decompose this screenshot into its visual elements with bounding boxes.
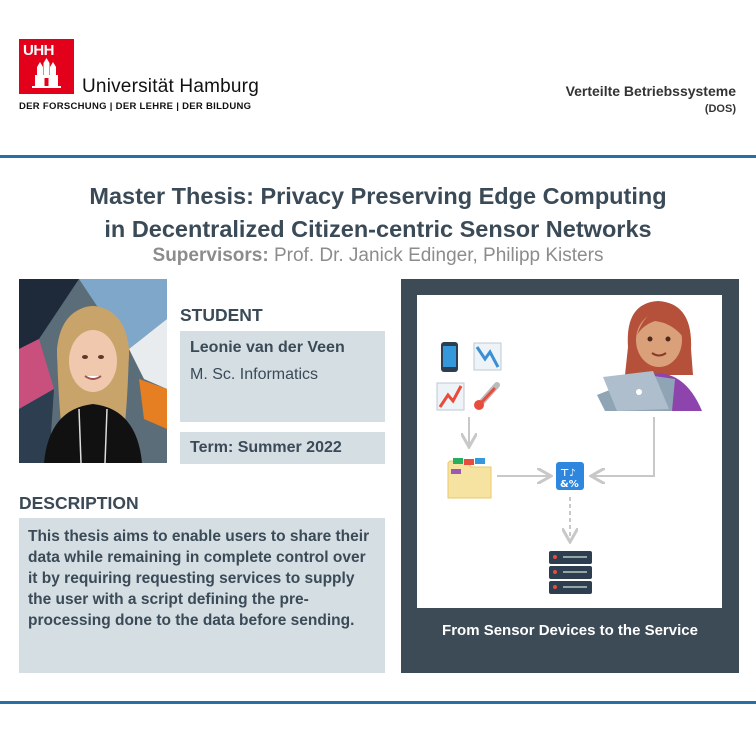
svg-text:&%: &% — [560, 479, 579, 490]
student-degree: M. Sc. Informatics — [190, 366, 319, 383]
term-label: Term: Summer 2022 — [190, 439, 342, 456]
student-heading: STUDENT — [180, 305, 263, 325]
mobile-phone-icon — [441, 342, 458, 372]
university-name: Universität Hamburg — [82, 76, 259, 97]
description-text: This thesis aims to enable users to share their data while remaining in complete control over it by requiring requesting services to supply the user with a script defining the pre-processing done to the data before sending. — [28, 528, 370, 629]
diagram-caption: From Sensor Devices to the Service — [442, 622, 698, 639]
svg-text:⊤♪: ⊤♪ — [560, 468, 576, 479]
chart-increasing-icon — [437, 383, 464, 410]
person-with-laptop-icon — [597, 301, 702, 411]
top-divider — [0, 155, 756, 158]
folder-icon — [448, 458, 491, 498]
supervisors-line — [0, 245, 756, 267]
thermometer-icon — [474, 385, 497, 410]
university-tagline: DER FORSCHUNG | DER LEHRE | DER BILDUNG — [19, 101, 252, 112]
department-abbr: (DOS) — [704, 103, 736, 115]
description-heading: DESCRIPTION — [19, 493, 139, 513]
chart-decreasing-icon — [474, 343, 501, 370]
diagram-canvas — [417, 295, 722, 608]
thesis-title-line2: in Decentralized Citizen-centric Sensor Networks — [104, 216, 652, 242]
thesis-title — [0, 180, 756, 246]
department-name: Verteilte Betriebssysteme — [565, 83, 736, 99]
student-name: Leonie van der Veen — [190, 339, 345, 356]
supervisors-names: Prof. Dr. Janick Edinger, Philipp Kisters — [273, 245, 604, 266]
server-rack-icon — [549, 551, 592, 594]
input-symbols-icon — [556, 462, 584, 490]
bottom-divider — [0, 701, 756, 704]
supervisors-label: Supervisors: — [152, 245, 269, 266]
student-photo — [19, 279, 167, 463]
student-portrait-image — [19, 279, 167, 463]
thesis-title-line1: Master Thesis: Privacy Preserving Edge Computing — [89, 183, 667, 209]
logo-mark: UHH — [23, 42, 54, 59]
data-flow-diagram — [417, 295, 722, 608]
